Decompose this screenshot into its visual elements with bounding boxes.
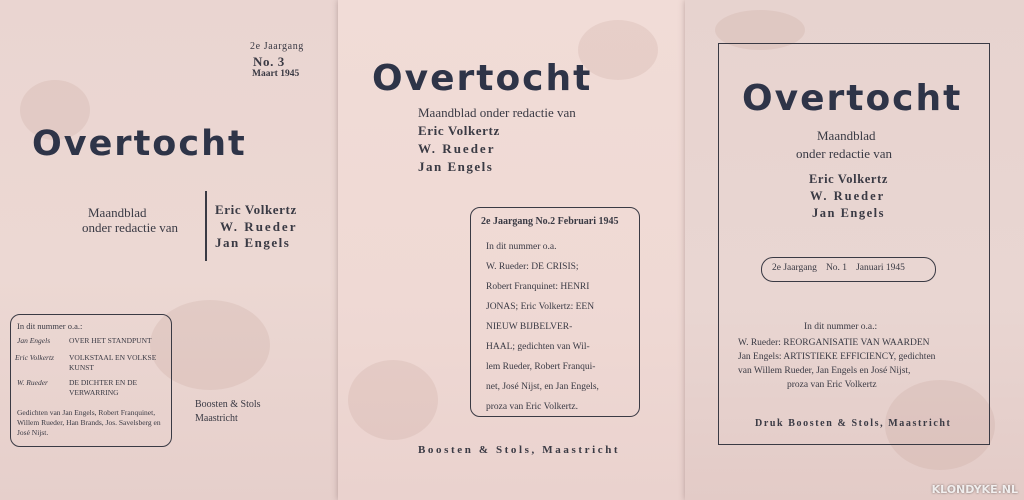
contents-line: proza van Eric Volkertz — [787, 380, 877, 390]
issue-date: Maart 1945 — [252, 69, 300, 79]
editor-name: W. Rueder — [810, 189, 886, 203]
contents-line: JONAS; Eric Volkertz: EEN — [486, 302, 595, 312]
contents-line: net, José Nijst, en Jan Engels, — [486, 382, 599, 392]
contents-author: W. Rueder — [17, 378, 48, 387]
magazine-title: Overtocht — [32, 124, 247, 164]
magazine-cover-no3 — [0, 0, 338, 500]
publisher: Boosten & Stols, Maastricht — [418, 444, 621, 456]
contents-line: proza van Eric Volkertz. — [486, 402, 578, 412]
contents-line: Jan Engels: ARTISTIEKE EFFICIENCY, gedichten — [738, 352, 936, 362]
contents-line: NIEUW BIJBELVER- — [486, 322, 573, 332]
subtitle-line1: Maandblad — [817, 128, 876, 143]
poems-note: Gedichten van Jan Engels, Robert Franquinet, Willem Rueder, Han Brands, Jos. Savelsberg en José Nijst. — [17, 408, 161, 437]
contents-line: lem Rueder, Robert Franqui- — [486, 362, 596, 372]
watermark: KLONDYKE.NL — [931, 483, 1018, 496]
issue-line: 2e Jaargang No.2 Februari 1945 — [481, 216, 619, 227]
contents-box — [10, 314, 172, 447]
editor-name: Jan Engels — [812, 206, 886, 220]
magazine-title: Overtocht — [372, 58, 593, 99]
contents-line: In dit nummer o.a. — [486, 242, 557, 252]
editor-name: W. Rueder — [418, 141, 496, 156]
jaargang-label: 2e Jaargang — [250, 41, 304, 52]
contents-author: Jan Engels — [17, 336, 51, 345]
issue-jaargang: 2e Jaargang — [772, 263, 817, 273]
subtitle-line1: Maandblad — [88, 205, 147, 220]
magazine-cover-no1 — [685, 0, 1024, 500]
contents-line: In dit nummer o.a.: — [804, 322, 878, 332]
subtitle-line2: onder redactie van — [796, 146, 893, 161]
editor-name: Jan Engels — [215, 235, 291, 250]
contents-title: DE DICHTER EN DE VERWARRING — [69, 378, 138, 397]
contents-line: Robert Franquinet: HENRI — [486, 282, 590, 292]
magazine-cover-no2 — [338, 0, 685, 500]
editor-name: Jan Engels — [418, 159, 494, 174]
editor-name: Eric Volkertz — [418, 123, 500, 138]
contents-box — [470, 207, 640, 417]
contents-line: W. Rueder: DE CRISIS; — [486, 262, 579, 272]
contents-line: HAAL; gedichten van Wil- — [486, 342, 590, 352]
contents-title: VOLKSTAAL EN VOLKSE KUNST — [69, 353, 157, 372]
publisher-line2: Maastricht — [195, 413, 238, 424]
contents-title: OVER HET STANDPUNT — [69, 336, 152, 345]
magazine-title: Overtocht — [742, 78, 963, 119]
subtitle-line2: onder redactie van — [82, 220, 179, 235]
editor-name: Eric Volkertz — [215, 202, 297, 217]
contents-line: W. Rueder: REORGANISATIE VAN WAARDEN — [738, 338, 930, 348]
contents-heading: In dit nummer o.a.: — [17, 321, 83, 331]
editor-name: W. Rueder — [220, 219, 298, 234]
issue-date: Januari 1945 — [856, 263, 905, 273]
subtitle: Maandblad onder redactie van — [418, 105, 576, 120]
contents-author: Eric Volkertz — [15, 353, 54, 362]
issue-number: No. 3 — [253, 54, 285, 69]
issue-number: No. 1 — [825, 263, 848, 273]
editor-name: Eric Volkertz — [809, 172, 888, 186]
publisher: Druk Boosten & Stols, Maastricht — [755, 418, 952, 429]
contents-line: van Willem Rueder, Jan Engels en José Nijst, — [738, 366, 911, 376]
editor-divider — [205, 191, 207, 261]
issue-box — [761, 257, 936, 282]
publisher-line1: Boosten & Stols — [195, 399, 261, 410]
